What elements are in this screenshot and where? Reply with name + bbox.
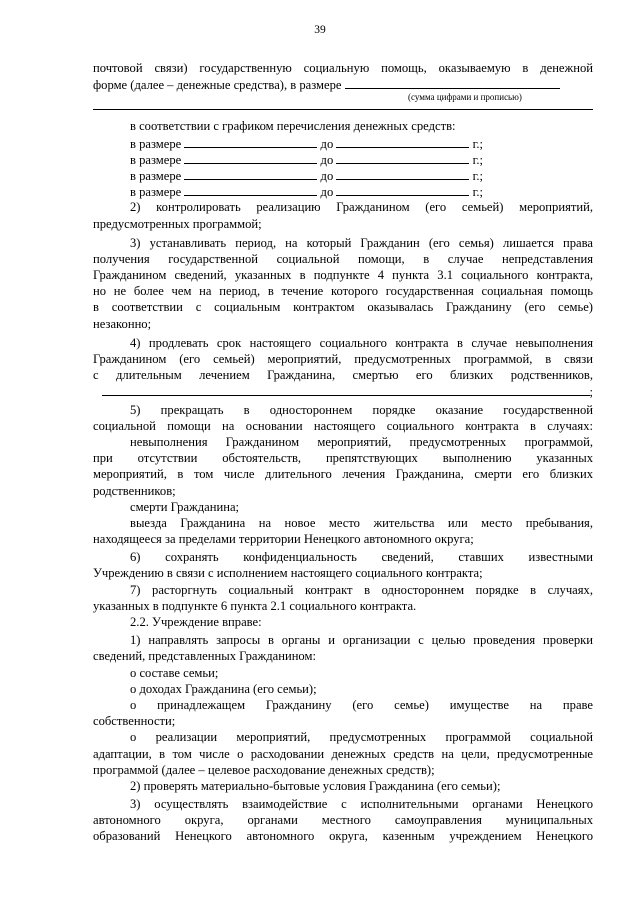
text-line: 4) продлевать срок настоящего социального контракта в случае невыполнения (130, 335, 593, 350)
text-line: 5) прекращать в одностороннем порядке оказание государственной (130, 402, 593, 417)
text-line: выезда Гражданина на новое место жительства или место пребывания, (130, 515, 593, 530)
schedule-amount-blank (184, 167, 317, 180)
text-line: 6) сохранять конфиденциальность сведений, ставших известными (130, 550, 593, 565)
text-line: смерти Гражданина; (130, 499, 240, 514)
text-line: мероприятий, в том числе длительного лечения Гражданина, смерти его близких (93, 467, 593, 482)
text-line: 2) проверять материально-бытовые условия Гражданина (его семьи); (130, 778, 501, 793)
text-line: в соответствии с социальным контрактом оказывалась Гражданину (его семье) (93, 300, 593, 315)
schedule-date-blank (336, 167, 469, 180)
text-line (93, 76, 593, 92)
schedule-row (93, 151, 593, 167)
text-line: при отсутствии обстоятельств, препятствующих выполнению указанных (93, 451, 593, 466)
schedule-to-label: до (320, 185, 334, 200)
text-line: о принадлежащем Гражданину (его семье) имуществе на праве (130, 697, 593, 712)
schedule-amount-blank (184, 135, 317, 148)
schedule-row (93, 167, 593, 183)
text-line: социальной помощи на основании настоящего социального контракта в случаях: (93, 418, 593, 433)
schedule-date-blank (336, 135, 469, 148)
text-line: незаконно; (93, 316, 152, 331)
text-line: невыполнения Гражданином мероприятий, предусмотренных программой, (130, 434, 593, 449)
text-line: почтовой связи) государственную социальную помощь, оказываемую в денежной (93, 61, 593, 75)
schedule-amount-label: в размере (130, 136, 182, 151)
text-line: сведений, представленных Гражданином: (93, 649, 316, 664)
schedule-amount-label: в размере (130, 168, 182, 183)
page-number: 39 (314, 24, 326, 36)
text-line: адаптации, в том числе о расходовании денежных средств на цели, предусмотренные (93, 746, 593, 761)
document-body (93, 60, 593, 845)
text-line: в соответствии с графиком перечисления денежных средств: (130, 119, 456, 134)
text-fragment: форме (далее – денежные средства), в размере (93, 78, 342, 93)
schedule-to-label: до (320, 152, 334, 167)
text-line: собственности; (93, 714, 176, 729)
text-line: о реализации мероприятий, предусмотренных программой социальной (130, 730, 593, 745)
text-line: о составе семьи; (130, 665, 219, 680)
schedule-row (93, 183, 593, 199)
text-line: с длительным лечением Гражданина, смертью его близких родственников, (93, 368, 593, 383)
schedule-date-blank (336, 183, 469, 196)
schedule-amount-blank (184, 151, 317, 164)
text-line: Гражданином (его семьей) мероприятий, предусмотренных программой, в связи (93, 352, 593, 366)
schedule-year-suffix: г.; (472, 152, 483, 167)
schedule-row (93, 135, 593, 151)
text-line: 3) устанавливать период, на который Гражданин (его семья) лишается права (130, 235, 593, 250)
text-line: о доходах Гражданина (его семьи); (130, 681, 317, 696)
schedule-to-label: до (320, 168, 334, 183)
schedule-amount-label: в размере (130, 152, 182, 167)
text-line: находящееся за пределами территории Ненецкого автономного округа; (93, 532, 474, 547)
schedule-date-blank (336, 151, 469, 164)
text-line: родственников; (93, 483, 176, 498)
schedule-year-suffix: г.; (472, 136, 483, 151)
schedule-year-suffix: г.; (472, 185, 483, 200)
amount-blank (345, 76, 560, 89)
text-line: 7) расторгнуть социальный контракт в одностороннем порядке в случаях, (130, 582, 593, 597)
text-line: но не более чем на период, в течение которого государственная социальная помощь (93, 284, 593, 299)
text-line (93, 383, 593, 399)
text-fragment: ; (589, 385, 593, 400)
text-line: 2) контролировать реализацию Гражданином (его семьей) мероприятий, (130, 200, 593, 215)
text-line: Гражданином сведений, указанных в подпункте 4 пункта 3.1 социального контракта, (93, 268, 593, 283)
schedule-amount-blank (184, 183, 317, 196)
schedule-to-label: до (320, 136, 334, 151)
text-line: автономного округа, органами местного самоуправления муниципальных (93, 813, 593, 828)
text-line: Учреждению в связи с исполнением настоящего социального контракта; (93, 566, 483, 581)
blank-rule (93, 108, 593, 110)
reason-blank (102, 383, 590, 396)
text-line: программой (далее – целевое расходование денежных средств); (93, 762, 435, 777)
text-line: 3) осуществлять взаимодействие с исполнительными органами Ненецкого (130, 797, 593, 812)
text-line: получения государственной социальной помощи, в случае непредставления (93, 251, 593, 266)
section-heading: 2.2. Учреждение вправе: (130, 615, 262, 629)
schedule-year-suffix: г.; (472, 168, 483, 183)
schedule-amount-label: в размере (130, 185, 182, 200)
text-line: указанных в подпункте 6 пункта 2.1 социального контракта. (93, 598, 417, 613)
text-line: предусмотренных программой; (93, 216, 262, 231)
amount-note: (сумма цифрами и прописью) (408, 92, 522, 103)
text-line: 1) направлять запросы в органы и организации с целью проведения проверки (130, 633, 593, 648)
text-line: образований Ненецкого автономного округа, казенным учреждением Ненецкого (93, 829, 593, 844)
